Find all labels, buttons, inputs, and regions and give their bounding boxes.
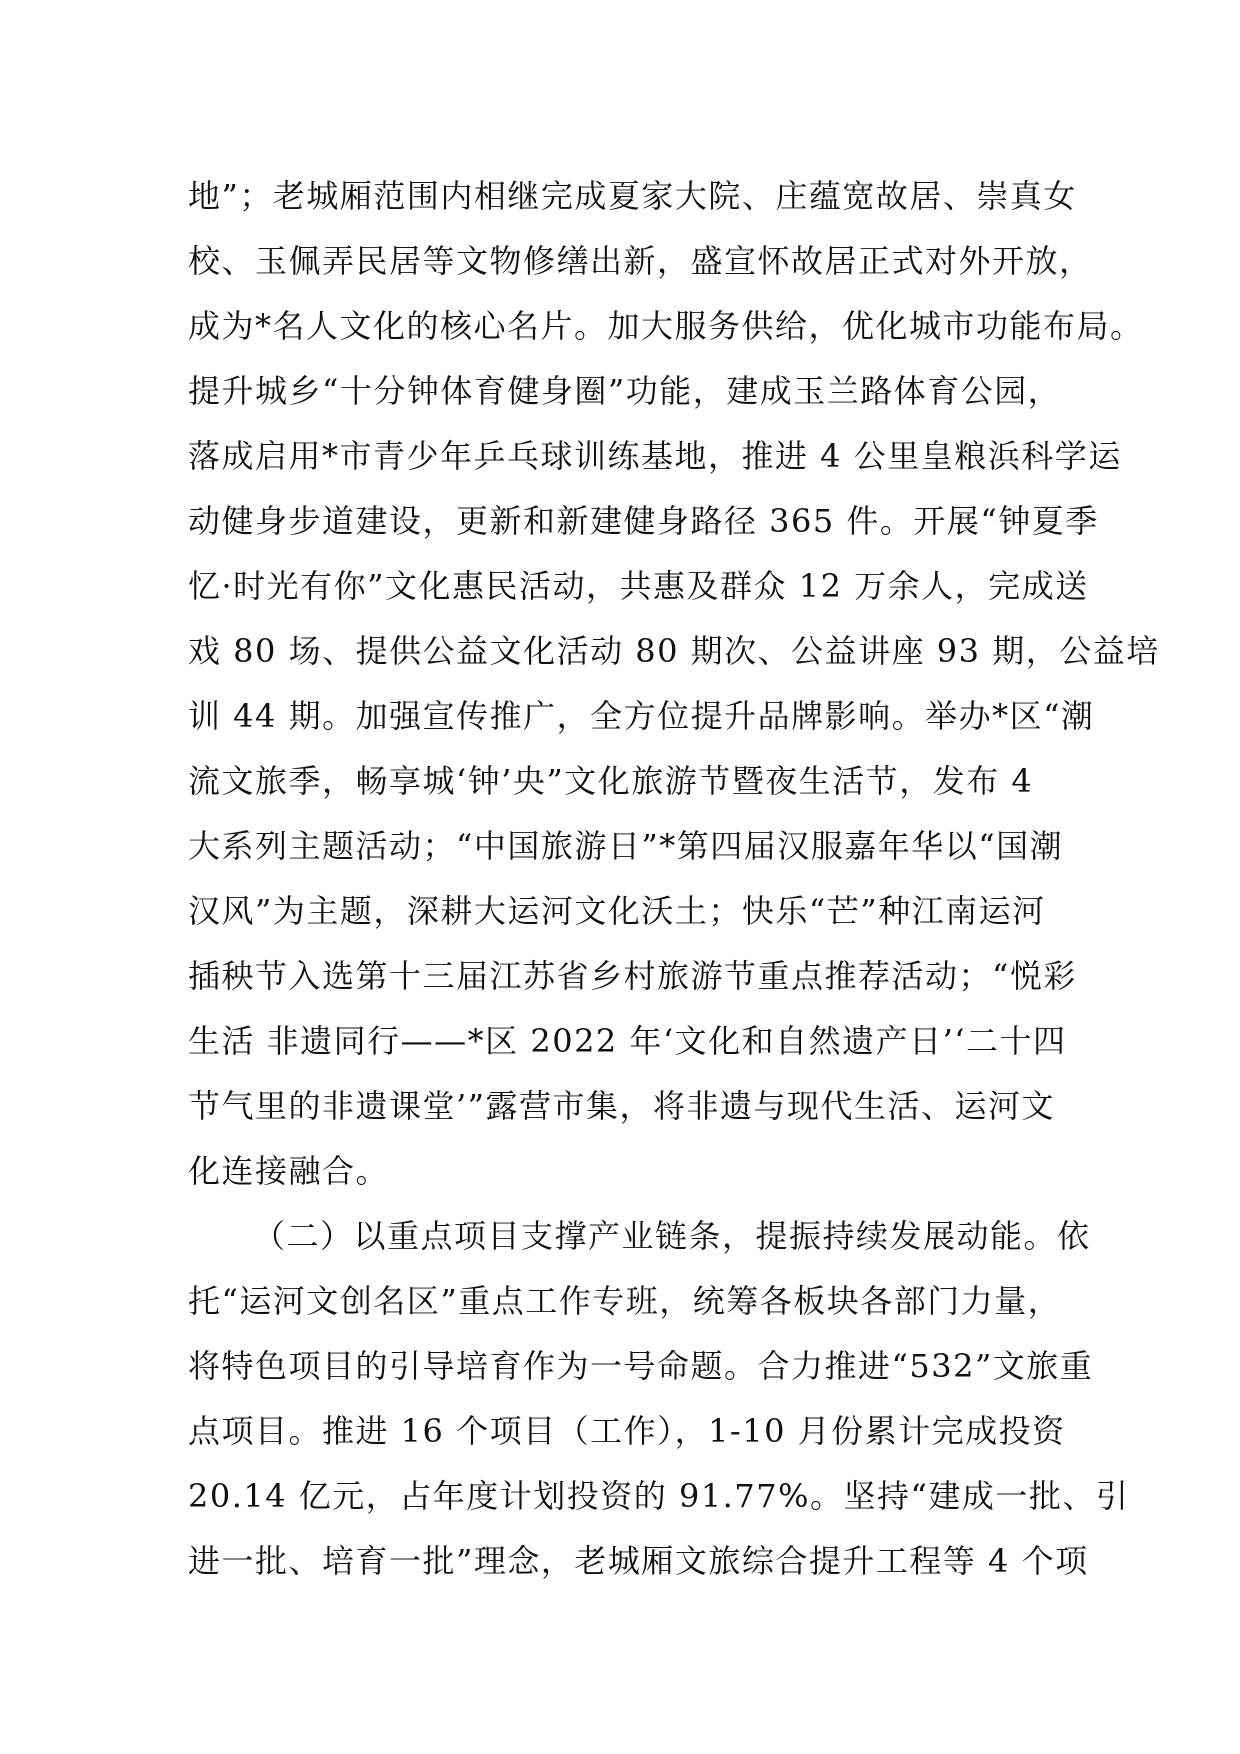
text-line: 汉风”为主题，深耕大运河文化沃土；快乐“芒”种江南运河: [188, 892, 1046, 930]
text-line: 插秧节入选第十三届江苏省乡村旅游节重点推荐活动；“悦彩: [188, 957, 1077, 995]
text-line: 忆·时光有你”文化惠民活动，共惠及群众 12 万余人，完成送: [188, 567, 1089, 605]
text-line: 校、玉佩弄民居等文物修缮出新，盛宣怀故居正式对外开放，: [188, 242, 1093, 280]
text-line: 动健身步道建设，更新和新建健身路径 365 件。开展“钟夏季: [188, 502, 1099, 540]
text-line: 提升城乡“十分钟体育健身圈”功能，建成玉兰路体育公园，: [188, 372, 1062, 410]
text-line: 训 44 期。加强宣传推广，全方位提升品牌影响。举办*区“潮: [188, 697, 1095, 735]
text-line: 成为*名人文化的核心名片。加大服务供给，优化城市功能布局。: [188, 307, 1144, 345]
text-line: 大系列主题活动；“中国旅游日”*第四届汉服嘉年华以“国潮: [188, 827, 1064, 865]
section-heading-line: （二）以重点项目支撑产业链条，提振持续发展动能。依: [253, 1217, 1091, 1255]
text-line: 20.14 亿元，占年度计划投资的 91.77%。坚持“建成一批、引: [188, 1477, 1130, 1515]
text-line: 戏 80 场、提供公益文化活动 80 期次、公益讲座 93 期，公益培: [188, 632, 1160, 670]
text-line: 进一批、培育一批”理念，老城厢文旅综合提升工程等 4 个项: [188, 1542, 1089, 1580]
text-line: 将特色项目的引导培育作为一号命题。合力推进“532”文旅重: [188, 1347, 1094, 1385]
text-line: 地”；老城厢范围内相继完成夏家大院、庄蕴宽故居、崇真女: [188, 177, 1077, 215]
text-line: 落成启用*市青少年乒乓球训练基地，推进 4 公里皇粮浜科学运: [188, 437, 1122, 475]
text-line: 托“运河文创名区”重点工作专班，统筹各板块各部门力量，: [188, 1282, 1062, 1320]
text-line: 生活 非遗同行——*区 2022 年‘文化和自然遗产日’‘二十四: [188, 1022, 1067, 1060]
text-line: 节气里的非遗课堂’”露营市集，将非遗与现代生活、运河文: [188, 1087, 1056, 1125]
text-line: 流文旅季，畅享城‘钟’央”文化旅游节暨夜生活节，发布 4: [188, 762, 1034, 800]
text-line: 化连接融合。: [188, 1152, 390, 1190]
text-line: 点项目。推进 16 个项目（工作），1-10 月份累计完成投资: [188, 1412, 1066, 1450]
